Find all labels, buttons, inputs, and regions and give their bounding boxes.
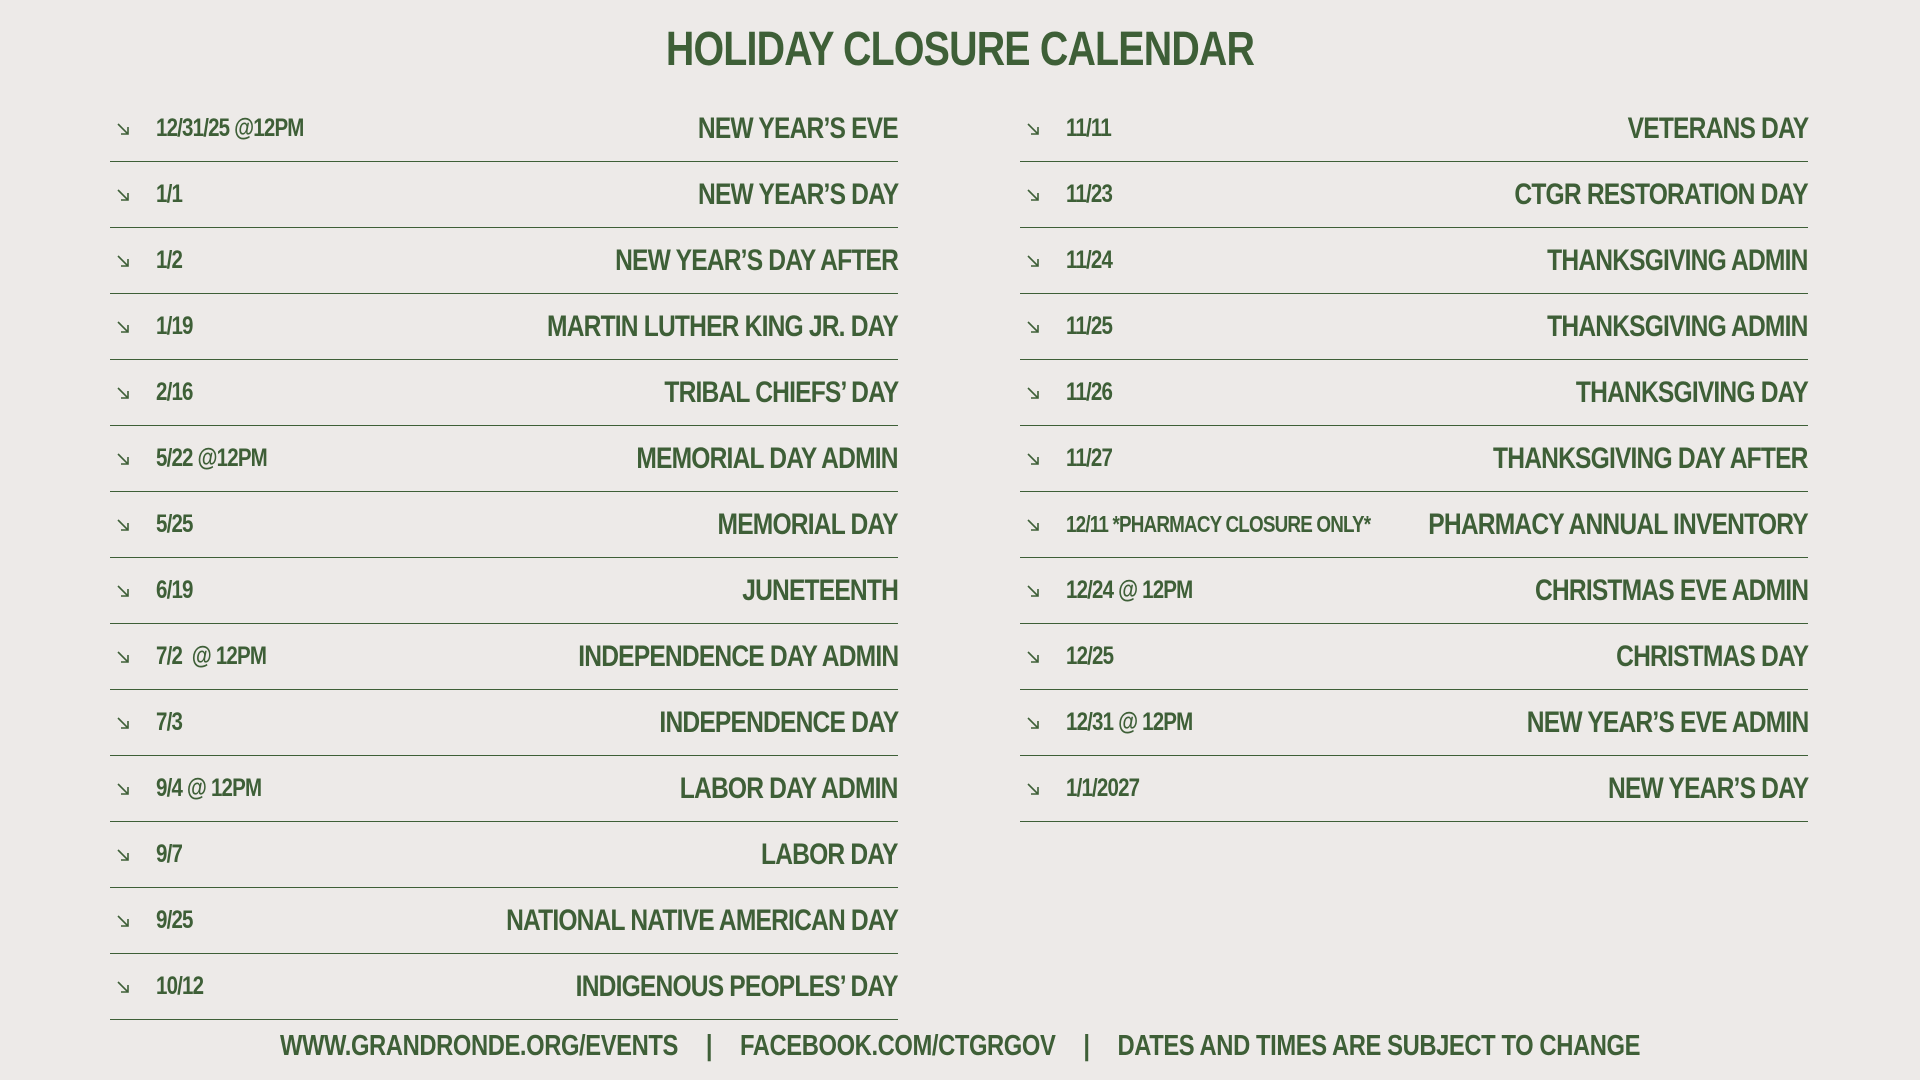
arrow-down-right-icon [112,781,134,797]
holiday-date: 11/26 [1066,378,1113,406]
right-column [1020,96,1808,822]
holiday-name: INDEPENDENCE DAY ADMIN [577,639,898,673]
holiday-name: MARTIN LUTHER KING JR. DAY [547,309,898,343]
arrow-down-right-icon [1022,517,1044,533]
holiday-name: JUNETEENTH [742,573,898,607]
holiday-name: LABOR DAY [761,837,898,871]
holiday-name: NEW YEAR’S DAY [1607,771,1808,805]
footer-separator: | [1083,1030,1090,1062]
holiday-row [1020,360,1808,426]
page-title: HOLIDAY CLOSURE CALENDAR [665,23,1255,76]
holiday-row [110,888,898,954]
holiday-date: 1/1/2027 [1066,774,1140,802]
arrow-down-right-icon [112,451,134,467]
holiday-name: PHARMACY ANNUAL INVENTORY [1428,507,1808,541]
holiday-row [110,822,898,888]
holiday-name: CHRISTMAS DAY [1615,639,1808,673]
holiday-date: 11/25 [1066,312,1113,340]
holiday-row [110,624,898,690]
holiday-name: MEMORIAL DAY [717,507,898,541]
holiday-name: MEMORIAL DAY ADMIN [636,441,898,475]
holiday-name: THANKSGIVING ADMIN [1547,309,1808,343]
holiday-date: 5/22 @12PM [156,444,267,472]
holiday-row [110,690,898,756]
holiday-date: 7/2 @ 12PM [156,642,267,670]
holiday-name: THANKSGIVING DAY AFTER [1493,441,1808,475]
holiday-row [1020,756,1808,822]
holiday-row [110,228,898,294]
holiday-row [110,360,898,426]
holiday-date: 11/23 [1066,180,1113,208]
facebook-link[interactable]: FACEBOOK.COM/CTGRGOV [739,1030,1056,1062]
holiday-date: 11/11 [1066,114,1111,142]
arrow-down-right-icon [112,385,134,401]
arrow-down-right-icon [1022,385,1044,401]
holiday-date: 5/25 [156,510,193,538]
change-notice: DATES AND TIMES ARE SUBJECT TO CHANGE [1117,1030,1641,1062]
holiday-date: 9/25 [156,906,193,934]
holiday-name: NEW YEAR’S DAY AFTER [615,243,898,277]
holiday-date: 6/19 [156,576,193,604]
holiday-row [110,558,898,624]
arrow-down-right-icon [112,583,134,599]
holiday-name: CTGR RESTORATION DAY [1514,177,1808,211]
holiday-row [1020,492,1808,558]
holiday-row [110,96,898,162]
holiday-row [1020,96,1808,162]
arrow-down-right-icon [1022,715,1044,731]
holiday-date: 12/25 [1066,642,1114,670]
holiday-row [1020,624,1808,690]
holiday-name: NEW YEAR’S EVE ADMIN [1526,705,1808,739]
holiday-row [110,756,898,822]
holiday-name: CHRISTMAS EVE ADMIN [1534,573,1808,607]
holiday-date: 1/2 [156,246,183,274]
holiday-date: 9/4 @ 12PM [156,774,262,802]
holiday-date: 11/24 [1066,246,1113,274]
arrow-down-right-icon [1022,583,1044,599]
holiday-date: 1/19 [156,312,193,340]
footer-separator: | [705,1030,713,1062]
arrow-down-right-icon [112,913,134,929]
holiday-row [1020,294,1808,360]
arrow-down-right-icon [1022,649,1044,665]
arrow-down-right-icon [1022,781,1044,797]
arrow-down-right-icon [112,187,134,203]
arrow-down-right-icon [112,649,134,665]
holiday-name: THANKSGIVING ADMIN [1547,243,1808,277]
arrow-down-right-icon [1022,319,1044,335]
holiday-name: TRIBAL CHIEFS’ DAY [663,375,898,409]
holiday-name: INDIGENOUS PEOPLES’ DAY [576,969,898,1003]
holiday-row [110,426,898,492]
arrow-down-right-icon [1022,187,1044,203]
holiday-row [110,294,898,360]
arrow-down-right-icon [112,847,134,863]
holiday-name: NATIONAL NATIVE AMERICAN DAY [505,903,898,937]
holiday-date: 7/3 [156,708,183,736]
holiday-row [1020,162,1808,228]
holiday-date: 12/31/25 @12PM [156,114,304,142]
holiday-date: 12/11 *PHARMACY CLOSURE ONLY* [1066,511,1371,537]
arrow-down-right-icon [1022,451,1044,467]
arrow-down-right-icon [112,319,134,335]
holiday-row [1020,690,1808,756]
arrow-down-right-icon [112,979,134,995]
arrow-down-right-icon [112,121,134,137]
holiday-date: 12/24 @ 12PM [1066,576,1193,604]
holiday-row [110,492,898,558]
arrow-down-right-icon [1022,253,1044,269]
holiday-date: 12/31 @ 12PM [1066,708,1193,736]
holiday-date: 2/16 [156,378,193,406]
holiday-date: 1/1 [156,180,183,208]
holiday-row [110,162,898,228]
holiday-name: NEW YEAR’S EVE [698,111,898,145]
holiday-name: THANKSGIVING DAY [1575,375,1808,409]
holiday-date: 10/12 [156,972,204,1000]
holiday-name: VETERANS DAY [1627,111,1808,145]
arrow-down-right-icon [112,517,134,533]
arrow-down-right-icon [1022,121,1044,137]
holiday-row [110,954,898,1020]
arrow-down-right-icon [112,715,134,731]
footer [173,1030,1747,1063]
holiday-row [1020,558,1808,624]
left-column [110,96,898,1020]
holiday-name: LABOR DAY ADMIN [680,771,898,805]
holiday-row [1020,426,1808,492]
arrow-down-right-icon [112,253,134,269]
website-link[interactable]: WWW.GRANDRONDE.ORG/EVENTS [279,1030,678,1062]
holiday-date: 9/7 [156,840,183,868]
holiday-name: NEW YEAR’S DAY [697,177,898,211]
holiday-name: INDEPENDENCE DAY [659,705,898,739]
holiday-row [1020,228,1808,294]
holiday-date: 11/27 [1066,444,1113,472]
